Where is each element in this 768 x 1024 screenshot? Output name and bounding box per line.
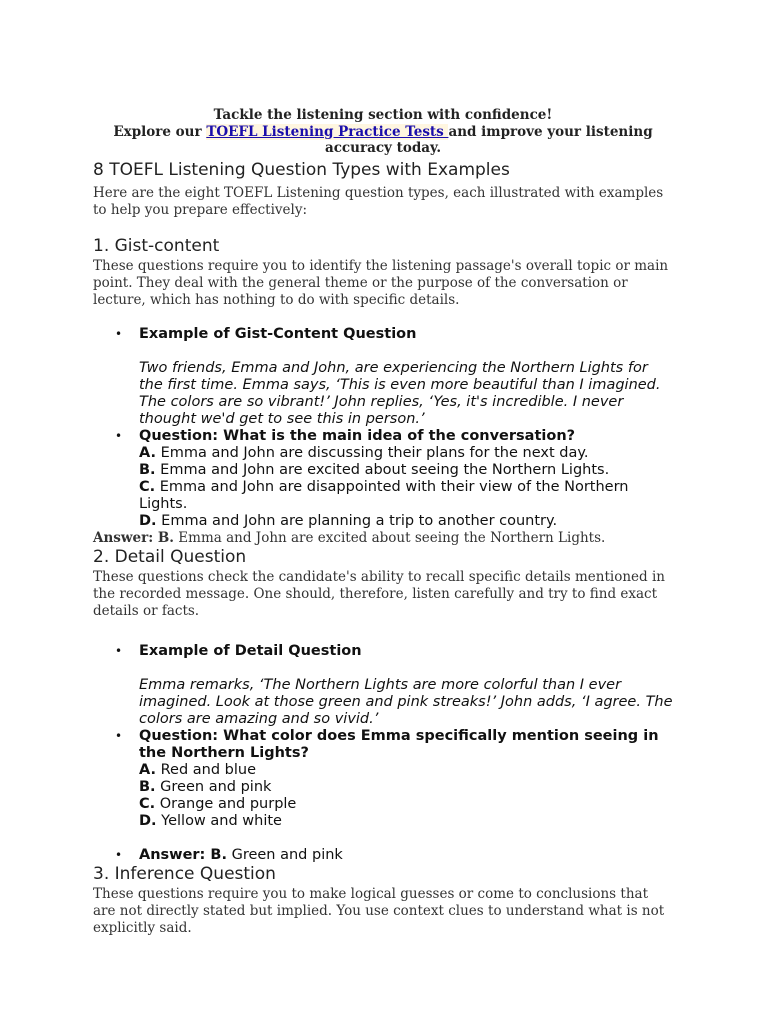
practice-tests-link[interactable]: TOEFL Listening Practice Tests <box>206 123 449 140</box>
section-2-option-d: D. Yellow and white <box>139 812 282 829</box>
section-2-question: • Question: What color does Emma specifically mention seeing in the Northern Lights? <box>139 727 659 761</box>
promo-line-2 <box>93 124 673 157</box>
section-1-option-a: A. Emma and John are discussing their plans for the next day. <box>139 444 589 461</box>
section-2-example-item <box>139 643 673 728</box>
section-2-description: These questions check the candidate's ability to recall specific details mentioned in the recorded message. One should, therefore, listen carefully and try to find exact details or facts. <box>93 568 665 619</box>
section-2-option-c: C. Orange and purple <box>139 795 297 812</box>
section-1-example-item <box>139 326 673 428</box>
section-1-option-b: B. Emma and John are excited about seeing the Northern Lights. <box>139 461 610 478</box>
section-1-list <box>93 326 673 530</box>
page-title: 8 TOEFL Listening Question Types with Examples <box>93 159 510 180</box>
section-2-example-text: Emma remarks, ‘The Northern Lights are more colorful than I ever imagined. Look at those green and pink streaks!’ John adds, ‘I agree. The colors are amazing and so vivid.’ <box>139 676 673 727</box>
promo-line-1: Tackle the listening section with confidence! <box>213 107 553 123</box>
promo-post: and improve your listening accuracy today. <box>324 123 653 156</box>
section-1-question: • Question: What is the main idea of the conversation? <box>139 427 576 444</box>
section-1-description: These questions require you to identify the listening passage's overall topic or main point. They deal with the general theme or the purpose of the conversation or lecture, which has nothing to do with specific details. <box>93 257 669 308</box>
section-2-list <box>93 643 673 864</box>
promo-banner <box>93 107 673 157</box>
section-1-answer: Answer: B. Emma and John are excited about seeing the Northern Lights. <box>93 529 606 546</box>
section-2-example-label: • Example of Detail Question <box>139 642 362 659</box>
section-1-option-c: C. Emma and John are disappointed with their view of the Northern Lights. <box>139 478 629 512</box>
section-2-answer-item: • Answer: B. Green and pink <box>139 847 673 864</box>
section-1-question-item <box>139 428 673 530</box>
section-2-question-item <box>139 728 673 830</box>
section-1-option-d: D. Emma and John are planning a trip to another country. <box>139 512 558 529</box>
intro-paragraph: Here are the eight TOEFL Listening question types, each illustrated with examples to help you prepare effectively: <box>93 184 664 218</box>
section-2-option-b: B. Green and pink <box>139 778 272 795</box>
promo-pre: Explore our <box>113 123 207 140</box>
section-2-heading: 2. Detail Question <box>93 546 247 567</box>
document-page <box>93 107 673 937</box>
section-2-option-a: A. Red and blue <box>139 761 256 778</box>
section-3-heading: 3. Inference Question <box>93 863 276 884</box>
section-1-example-text: Two friends, Emma and John, are experiencing the Northern Lights for the first time. Emma says, ‘This is even more beautiful than I imagined. The colors are so vibrant!’ John replies, ‘Yes, it's incredible. I never thought we'd get to see this in person.’ <box>139 359 661 427</box>
section-1-heading: 1. Gist-content <box>93 235 220 256</box>
section-3-description: These questions require you to make logical guesses or come to conclusions that are not directly stated but implied. You use context clues to understand what is not explicitly said. <box>93 885 665 936</box>
section-1-example-label: • Example of Gist-Content Question <box>139 325 417 342</box>
